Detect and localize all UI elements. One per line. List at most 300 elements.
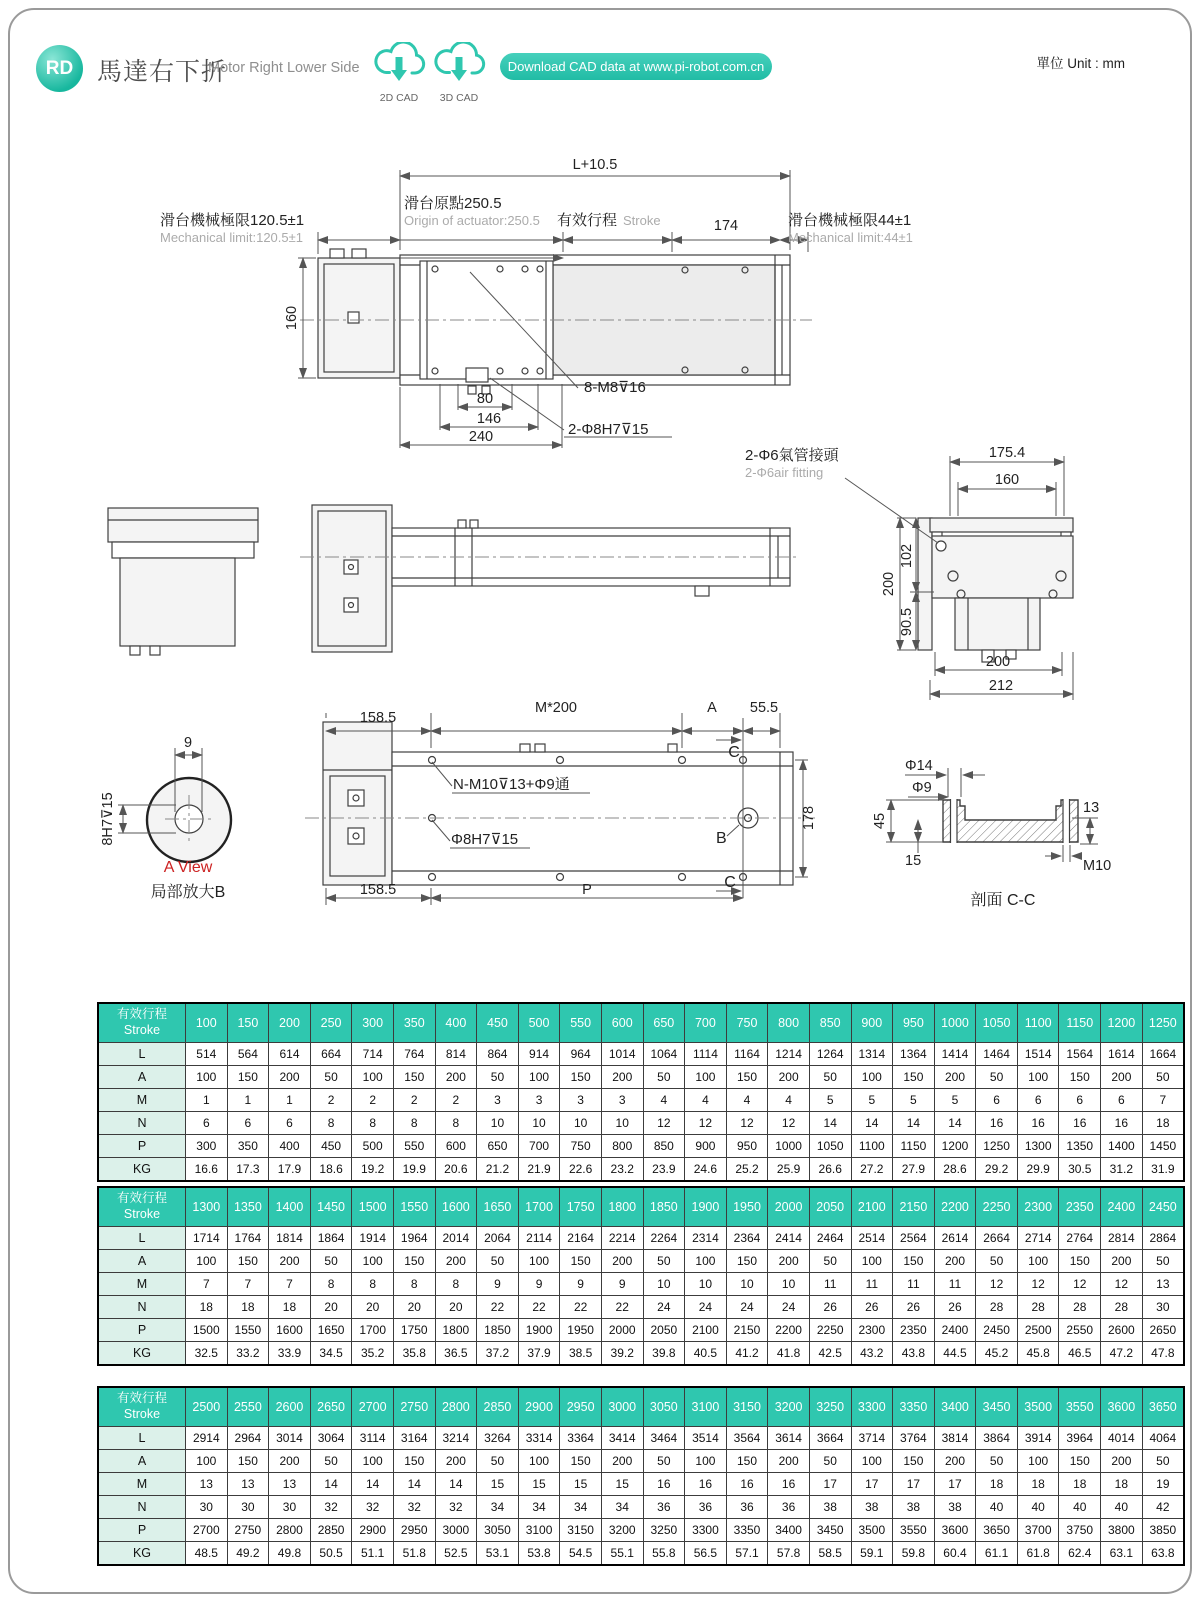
- spec-value-cell: 14: [893, 1112, 935, 1135]
- stroke-value-cell: 3150: [726, 1387, 768, 1427]
- spec-value-cell: 2514: [851, 1227, 893, 1250]
- spec-value-cell: 50: [643, 1450, 685, 1473]
- spec-value-cell: 12: [726, 1112, 768, 1135]
- spec-table-3: [97, 1386, 1185, 1566]
- spec-value-cell: 11: [893, 1273, 935, 1296]
- spec-value-cell: 25.9: [768, 1158, 810, 1182]
- spec-value-cell: 50: [809, 1250, 851, 1273]
- stroke-value-cell: 650: [643, 1003, 685, 1043]
- spec-value-cell: 28.6: [934, 1158, 976, 1182]
- spec-value-cell: 100: [352, 1450, 394, 1473]
- spec-value-cell: 53.1: [477, 1542, 519, 1566]
- dim-80: 80: [476, 391, 494, 407]
- spec-value-cell: 33.2: [227, 1342, 269, 1366]
- spec-value-cell: 3714: [851, 1427, 893, 1450]
- spec-row-N: [98, 1296, 1184, 1319]
- spec-value-cell: 24: [685, 1296, 727, 1319]
- spec-value-cell: 31.9: [1142, 1158, 1184, 1182]
- stroke-value-cell: 3450: [976, 1387, 1018, 1427]
- label-a-span: A: [707, 700, 717, 716]
- stroke-value-cell: 2150: [893, 1187, 935, 1227]
- spec-value-cell: 200: [1101, 1450, 1143, 1473]
- spec-value-cell: 2600: [1101, 1319, 1143, 1342]
- stroke-header-row: [98, 1187, 1184, 1227]
- spec-value-cell: 28: [1101, 1296, 1143, 1319]
- spec-value-cell: 200: [1101, 1250, 1143, 1273]
- spec-value-cell: 2150: [726, 1319, 768, 1342]
- spec-value-cell: 2300: [851, 1319, 893, 1342]
- row-label-cell: L: [98, 1043, 186, 1066]
- row-label-cell: M: [98, 1273, 186, 1296]
- spec-value-cell: 100: [851, 1450, 893, 1473]
- spec-value-cell: 14: [393, 1473, 435, 1496]
- spec-value-cell: 2400: [934, 1319, 976, 1342]
- dim-200-bottom: 200: [985, 654, 1011, 670]
- unit-label: 單位 Unit : mm: [1036, 56, 1125, 71]
- spec-value-cell: 4014: [1101, 1427, 1143, 1450]
- spec-value-cell: 50: [976, 1250, 1018, 1273]
- spec-value-cell: 150: [227, 1066, 269, 1089]
- spec-value-cell: 38: [851, 1496, 893, 1519]
- stroke-header-row: [98, 1387, 1184, 1427]
- spec-value-cell: 3164: [393, 1427, 435, 1450]
- dim-45: 45: [872, 812, 888, 830]
- dim-146: 146: [476, 411, 502, 427]
- stroke-value-cell: 3650: [1142, 1387, 1184, 1427]
- spec-value-cell: 850: [643, 1135, 685, 1158]
- spec-value-cell: 57.1: [726, 1542, 768, 1566]
- spec-value-cell: 600: [435, 1135, 477, 1158]
- dim-8h7: 8H7⊽15: [100, 792, 116, 846]
- spec-value-cell: 150: [1059, 1066, 1101, 1089]
- spec-value-cell: 2200: [768, 1319, 810, 1342]
- spec-row-M: [98, 1473, 1184, 1496]
- spec-value-cell: 2914: [186, 1427, 228, 1450]
- spec-value-cell: 3764: [893, 1427, 935, 1450]
- spec-value-cell: 14: [851, 1112, 893, 1135]
- spec-value-cell: 4: [643, 1089, 685, 1112]
- spec-value-cell: 2900: [352, 1519, 394, 1542]
- spec-value-cell: 2064: [477, 1227, 519, 1250]
- spec-value-cell: 2164: [560, 1227, 602, 1250]
- spec-value-cell: 20: [435, 1296, 477, 1319]
- spec-value-cell: 16: [685, 1473, 727, 1496]
- spec-value-cell: 6: [227, 1112, 269, 1135]
- row-label-cell: N: [98, 1112, 186, 1135]
- spec-value-cell: 45.8: [1017, 1342, 1059, 1366]
- spec-value-cell: 2450: [976, 1319, 1018, 1342]
- spec-value-cell: 18: [1059, 1473, 1101, 1496]
- section-c-top: C: [728, 744, 740, 761]
- stroke-value-cell: 1550: [393, 1187, 435, 1227]
- spec-value-cell: 100: [851, 1066, 893, 1089]
- spec-value-cell: 100: [1017, 1450, 1059, 1473]
- spec-value-cell: 2700: [186, 1519, 228, 1542]
- spec-value-cell: 3500: [851, 1519, 893, 1542]
- spec-value-cell: 500: [352, 1135, 394, 1158]
- spec-value-cell: 1150: [893, 1135, 935, 1158]
- spec-value-cell: 1864: [310, 1227, 352, 1250]
- spec-value-cell: 150: [726, 1066, 768, 1089]
- spec-value-cell: 50: [1142, 1450, 1184, 1473]
- spec-value-cell: 1014: [601, 1043, 643, 1066]
- stroke-value-cell: 2450: [1142, 1187, 1184, 1227]
- spec-value-cell: 150: [560, 1066, 602, 1089]
- spec-value-cell: 10: [518, 1112, 560, 1135]
- spec-value-cell: 8: [435, 1112, 477, 1135]
- stroke-value-cell: 1000: [934, 1003, 976, 1043]
- spec-value-cell: 44.5: [934, 1342, 976, 1366]
- spec-value-cell: 2000: [601, 1319, 643, 1342]
- spec-value-cell: 11: [934, 1273, 976, 1296]
- spec-value-cell: 200: [269, 1450, 311, 1473]
- spec-value-cell: 63.1: [1101, 1542, 1143, 1566]
- stroke-value-cell: 2750: [393, 1387, 435, 1427]
- spec-value-cell: 26: [893, 1296, 935, 1319]
- spec-value-cell: 12: [1101, 1273, 1143, 1296]
- spec-value-cell: 3000: [435, 1519, 477, 1542]
- spec-value-cell: 16: [976, 1112, 1018, 1135]
- spec-value-cell: 200: [934, 1066, 976, 1089]
- cad-3d-label: 3D CAD: [439, 92, 479, 104]
- spec-value-cell: 58.5: [809, 1542, 851, 1566]
- spec-value-cell: 9: [560, 1273, 602, 1296]
- spec-value-cell: 28: [976, 1296, 1018, 1319]
- spec-value-cell: 1500: [186, 1319, 228, 1342]
- spec-value-cell: 100: [518, 1250, 560, 1273]
- spec-value-cell: 22: [601, 1296, 643, 1319]
- spec-value-cell: 50: [477, 1450, 519, 1473]
- spec-value-cell: 1050: [809, 1135, 851, 1158]
- spec-value-cell: 1414: [934, 1043, 976, 1066]
- spec-value-cell: 1114: [685, 1043, 727, 1066]
- spec-value-cell: 40: [1101, 1496, 1143, 1519]
- spec-value-cell: 22: [477, 1296, 519, 1319]
- spec-value-cell: 37.9: [518, 1342, 560, 1366]
- spec-value-cell: 2500: [1017, 1319, 1059, 1342]
- stroke-value-cell: 3000: [601, 1387, 643, 1427]
- spec-value-cell: 2950: [393, 1519, 435, 1542]
- spec-row-L: [98, 1043, 1184, 1066]
- stroke-value-cell: 1750: [560, 1187, 602, 1227]
- stroke-header-cell: 有效行程 Stroke: [98, 1387, 186, 1427]
- spec-value-cell: 2800: [269, 1519, 311, 1542]
- spec-value-cell: 3014: [269, 1427, 311, 1450]
- spec-value-cell: 32: [310, 1496, 352, 1519]
- spec-value-cell: 38: [934, 1496, 976, 1519]
- spec-value-cell: 59.1: [851, 1542, 893, 1566]
- spec-value-cell: 20: [393, 1296, 435, 1319]
- spec-value-cell: 450: [310, 1135, 352, 1158]
- spec-value-cell: 1200: [934, 1135, 976, 1158]
- spec-value-cell: 34: [601, 1496, 643, 1519]
- spec-value-cell: 32.5: [186, 1342, 228, 1366]
- spec-value-cell: 13: [1142, 1273, 1184, 1296]
- spec-value-cell: 11: [809, 1273, 851, 1296]
- spec-value-cell: 9: [601, 1273, 643, 1296]
- spec-value-cell: 100: [1017, 1066, 1059, 1089]
- spec-value-cell: 2: [393, 1089, 435, 1112]
- spec-value-cell: 150: [893, 1450, 935, 1473]
- row-label-cell: KG: [98, 1158, 186, 1182]
- stroke-value-cell: 150: [227, 1003, 269, 1043]
- spec-value-cell: 2: [310, 1089, 352, 1112]
- spec-value-cell: 16: [643, 1473, 685, 1496]
- spec-value-cell: 1750: [393, 1319, 435, 1342]
- spec-value-cell: 5: [809, 1089, 851, 1112]
- spec-value-cell: 1850: [477, 1319, 519, 1342]
- spec-value-cell: 50: [976, 1450, 1018, 1473]
- stroke-value-cell: 550: [560, 1003, 602, 1043]
- dim-240: 240: [468, 429, 494, 445]
- spec-value-cell: 300: [186, 1135, 228, 1158]
- stroke-value-cell: 3500: [1017, 1387, 1059, 1427]
- spec-value-cell: 2250: [809, 1319, 851, 1342]
- spec-value-cell: 14: [934, 1112, 976, 1135]
- spec-value-cell: 48.5: [186, 1542, 228, 1566]
- spec-value-cell: 40: [1017, 1496, 1059, 1519]
- dim-90-5: 90.5: [899, 607, 915, 637]
- spec-value-cell: 5: [893, 1089, 935, 1112]
- spec-value-cell: 1964: [393, 1227, 435, 1250]
- dim-phi14: Φ14: [905, 758, 933, 774]
- label-b: B: [716, 830, 727, 847]
- callout-2phi8: 2-Φ8H7⊽15: [568, 421, 649, 438]
- stroke-value-cell: 3400: [934, 1387, 976, 1427]
- air-fitting-label-zh: 2-Φ6氣管接頭: [745, 447, 839, 464]
- spec-value-cell: 50: [477, 1250, 519, 1273]
- stroke-value-cell: 2100: [851, 1187, 893, 1227]
- spec-value-cell: 60.4: [934, 1542, 976, 1566]
- spec-value-cell: 21.9: [518, 1158, 560, 1182]
- spec-value-cell: 18: [1017, 1473, 1059, 1496]
- spec-value-cell: 41.2: [726, 1342, 768, 1366]
- spec-value-cell: 200: [435, 1250, 477, 1273]
- dim-160-end: 160: [994, 472, 1020, 488]
- stroke-value-cell: 350: [393, 1003, 435, 1043]
- spec-value-cell: 17: [934, 1473, 976, 1496]
- spec-value-cell: 964: [560, 1043, 602, 1066]
- spec-value-cell: 61.1: [976, 1542, 1018, 1566]
- spec-value-cell: 150: [393, 1066, 435, 1089]
- stroke-value-cell: 1150: [1059, 1003, 1101, 1043]
- spec-value-cell: 3814: [934, 1427, 976, 1450]
- dim-175-4: 175.4: [988, 445, 1026, 461]
- spec-value-cell: 3414: [601, 1427, 643, 1450]
- spec-value-cell: 54.5: [560, 1542, 602, 1566]
- spec-value-cell: 19: [1142, 1473, 1184, 1496]
- spec-value-cell: 2550: [1059, 1319, 1101, 1342]
- spec-value-cell: 3700: [1017, 1519, 1059, 1542]
- spec-value-cell: 40.5: [685, 1342, 727, 1366]
- stroke-value-cell: 3350: [893, 1387, 935, 1427]
- spec-value-cell: 200: [435, 1450, 477, 1473]
- spec-value-cell: 3: [518, 1089, 560, 1112]
- spec-value-cell: 36: [643, 1496, 685, 1519]
- spec-value-cell: 2750: [227, 1519, 269, 1542]
- spec-value-cell: 1600: [269, 1319, 311, 1342]
- spec-value-cell: 3: [560, 1089, 602, 1112]
- spec-value-cell: 100: [685, 1450, 727, 1473]
- spec-value-cell: 800: [601, 1135, 643, 1158]
- spec-value-cell: 100: [186, 1250, 228, 1273]
- spec-value-cell: 2264: [643, 1227, 685, 1250]
- stroke-value-cell: 2650: [310, 1387, 352, 1427]
- spec-value-cell: 6: [976, 1089, 1018, 1112]
- a-view-geometry: [118, 748, 231, 862]
- stroke-value-cell: 2300: [1017, 1187, 1059, 1227]
- stroke-value-cell: 500: [518, 1003, 560, 1043]
- spec-value-cell: 18: [227, 1296, 269, 1319]
- spec-value-cell: 38: [809, 1496, 851, 1519]
- spec-value-cell: 18: [269, 1296, 311, 1319]
- spec-value-cell: 1100: [851, 1135, 893, 1158]
- spec-row-N: [98, 1496, 1184, 1519]
- stroke-value-cell: 1100: [1017, 1003, 1059, 1043]
- callout-8m8: 8-M8⊽16: [584, 379, 646, 396]
- stroke-value-cell: 1450: [310, 1187, 352, 1227]
- spec-value-cell: 16: [726, 1473, 768, 1496]
- spec-value-cell: 200: [1101, 1066, 1143, 1089]
- a-view-subtitle: 局部放大B: [150, 884, 226, 901]
- spec-value-cell: 13: [186, 1473, 228, 1496]
- download-cad-link[interactable]: Download CAD data at www.pi-robot.com.cn: [500, 53, 772, 80]
- spec-value-cell: 8: [435, 1273, 477, 1296]
- spec-value-cell: 664: [310, 1043, 352, 1066]
- spec-value-cell: 200: [269, 1250, 311, 1273]
- dim-phi9: Φ9: [912, 780, 932, 796]
- spec-value-cell: 17: [893, 1473, 935, 1496]
- spec-value-cell: 1714: [186, 1227, 228, 1250]
- spec-value-cell: 16: [1017, 1112, 1059, 1135]
- spec-value-cell: 1400: [1101, 1135, 1143, 1158]
- spec-value-cell: 1950: [560, 1319, 602, 1342]
- spec-value-cell: 1564: [1059, 1043, 1101, 1066]
- spec-value-cell: 3: [477, 1089, 519, 1112]
- spec-value-cell: 3864: [976, 1427, 1018, 1450]
- spec-value-cell: 100: [685, 1250, 727, 1273]
- spec-value-cell: 2764: [1059, 1227, 1101, 1250]
- spec-value-cell: 200: [435, 1066, 477, 1089]
- spec-value-cell: 950: [726, 1135, 768, 1158]
- spec-value-cell: 55.1: [601, 1542, 643, 1566]
- spec-value-cell: 200: [768, 1066, 810, 1089]
- spec-value-cell: 12: [1059, 1273, 1101, 1296]
- stroke-header-cell: 有效行程 Stroke: [98, 1187, 186, 1227]
- spec-value-cell: 19.2: [352, 1158, 394, 1182]
- spec-value-cell: 9: [518, 1273, 560, 1296]
- spec-value-cell: 200: [934, 1450, 976, 1473]
- spec-value-cell: 16.6: [186, 1158, 228, 1182]
- row-label-cell: A: [98, 1066, 186, 1089]
- stroke-value-cell: 2500: [186, 1387, 228, 1427]
- row-label-cell: P: [98, 1135, 186, 1158]
- spec-value-cell: 764: [393, 1043, 435, 1066]
- spec-row-L: [98, 1227, 1184, 1250]
- spec-row-P: [98, 1135, 1184, 1158]
- spec-value-cell: 8: [310, 1273, 352, 1296]
- stroke-value-cell: 3200: [768, 1387, 810, 1427]
- spec-value-cell: 36: [768, 1496, 810, 1519]
- spec-value-cell: 7: [186, 1273, 228, 1296]
- spec-value-cell: 8: [310, 1112, 352, 1135]
- stroke-value-cell: 1300: [186, 1187, 228, 1227]
- spec-row-KG: [98, 1342, 1184, 1366]
- spec-value-cell: 3514: [685, 1427, 727, 1450]
- origin-label-zh: 滑台原點250.5: [404, 195, 502, 212]
- spec-value-cell: 34: [560, 1496, 602, 1519]
- stroke-value-cell: 2850: [477, 1387, 519, 1427]
- spec-value-cell: 3450: [809, 1519, 851, 1542]
- spec-value-cell: 814: [435, 1043, 477, 1066]
- page-title: 馬達右下折: [97, 58, 228, 86]
- spec-value-cell: 2864: [1142, 1227, 1184, 1250]
- spec-value-cell: 37.2: [477, 1342, 519, 1366]
- top-view-geometry: [298, 170, 812, 448]
- spec-value-cell: 3114: [352, 1427, 394, 1450]
- spec-value-cell: 50: [976, 1066, 1018, 1089]
- spec-value-cell: 50: [643, 1250, 685, 1273]
- spec-value-cell: 2014: [435, 1227, 477, 1250]
- spec-value-cell: 1000: [768, 1135, 810, 1158]
- spec-value-cell: 17: [809, 1473, 851, 1496]
- spec-value-cell: 400: [269, 1135, 311, 1158]
- spec-value-cell: 6: [1017, 1089, 1059, 1112]
- spec-value-cell: 3564: [726, 1427, 768, 1450]
- spec-value-cell: 50: [310, 1066, 352, 1089]
- spec-value-cell: 3150: [560, 1519, 602, 1542]
- spec-value-cell: 53.8: [518, 1542, 560, 1566]
- stroke-value-cell: 100: [186, 1003, 228, 1043]
- spec-value-cell: 30.5: [1059, 1158, 1101, 1182]
- spec-value-cell: 3650: [976, 1519, 1018, 1542]
- spec-value-cell: 8: [393, 1273, 435, 1296]
- spec-value-cell: 200: [601, 1066, 643, 1089]
- spec-value-cell: 3264: [477, 1427, 519, 1450]
- stroke-label-zh: 有效行程: [556, 212, 617, 229]
- spec-value-cell: 150: [1059, 1450, 1101, 1473]
- spec-value-cell: 2564: [893, 1227, 935, 1250]
- side-elevation-geometry: [108, 505, 800, 655]
- stroke-value-cell: 250: [310, 1003, 352, 1043]
- label-p-span: P: [582, 882, 592, 898]
- stroke-value-cell: 2800: [435, 1387, 477, 1427]
- spec-value-cell: 2050: [643, 1319, 685, 1342]
- spec-value-cell: 150: [227, 1450, 269, 1473]
- spec-value-cell: 15: [560, 1473, 602, 1496]
- spec-value-cell: 32: [393, 1496, 435, 1519]
- stroke-value-cell: 700: [685, 1003, 727, 1043]
- spec-value-cell: 32: [435, 1496, 477, 1519]
- spec-value-cell: 43.8: [893, 1342, 935, 1366]
- dim-13: 13: [1083, 800, 1100, 816]
- stroke-value-cell: 600: [601, 1003, 643, 1043]
- spec-value-cell: 49.2: [227, 1542, 269, 1566]
- spec-value-cell: 8: [352, 1112, 394, 1135]
- spec-value-cell: 1464: [976, 1043, 1018, 1066]
- spec-value-cell: 100: [685, 1066, 727, 1089]
- spec-value-cell: 6: [1101, 1089, 1143, 1112]
- section-cc-title: 剖面 C-C: [970, 892, 1036, 909]
- spec-value-cell: 31.2: [1101, 1158, 1143, 1182]
- stroke-value-cell: 450: [477, 1003, 519, 1043]
- spec-value-cell: 3464: [643, 1427, 685, 1450]
- row-label-cell: M: [98, 1473, 186, 1496]
- spec-value-cell: 9: [477, 1273, 519, 1296]
- spec-table-2: [97, 1186, 1185, 1366]
- spec-value-cell: 51.1: [352, 1542, 394, 1566]
- stroke-value-cell: 1800: [601, 1187, 643, 1227]
